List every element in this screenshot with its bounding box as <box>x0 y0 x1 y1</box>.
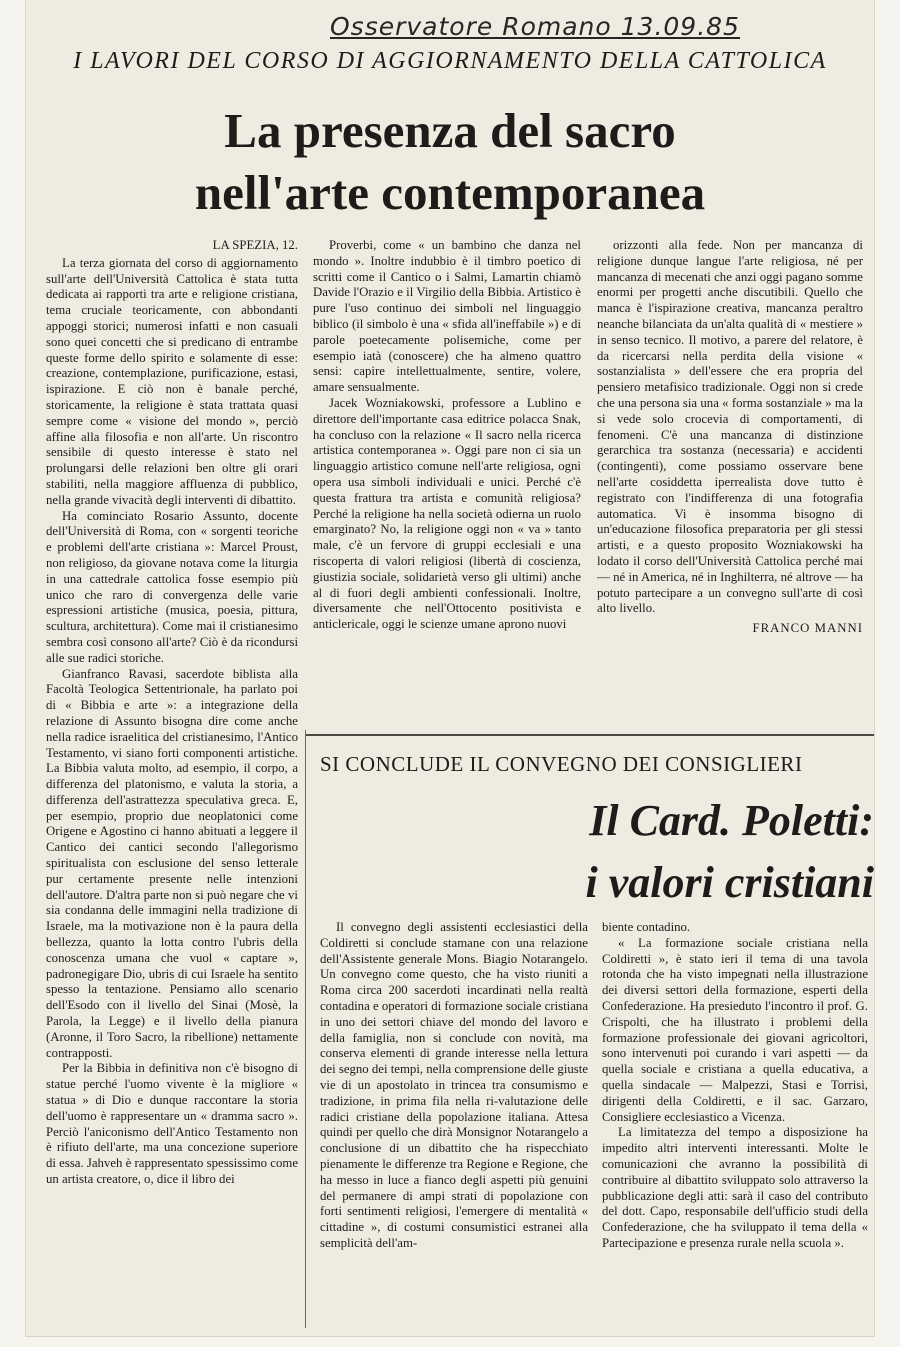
second-article-kicker: SI CONCLUDE IL CONVEGNO DEI CONSIGLIERI <box>320 752 803 776</box>
author-signature: FRANCO MANNI <box>752 621 863 636</box>
article-column-3 <box>597 238 863 728</box>
paragraph: Gianfranco Ravasi, sacerdote biblista alla Facoltà Teologica Settentrionale, ha parlato poi di « Bibbia e arte »: a integrazione della relazione di Assunto bisogna dire come anche nella radice israelitica del cristianesimo, l'Antico Testamento, vi siano forti componenti artistiche. La Bibbia valuta molto, ad esempio, il corpo, a differenza del platonismo, e valuta la storia, a differenza dell'astrattezza speculativa greca. E, per esempio, proprio due neoplatonici come Origene e Agostino ci hanno abituati a leggere il Cantico dei cantici secondo l'allegorismo spiritualista con esclusione del senso letterale pur certamente presente nelle intenzioni dell'autore. D'altra parte non si può negare che vi sia condanna delle immagini nella tradizione di Israele, ma la motivazione non è la paura della bellezza, quanto la lotta contro l'ubris della conoscenza umana che vuol « captare », padronegigare Dio, ubris di cui Israele ha sentito spesso la tentazione. Pensiamo allo scenario dell'Esodo con il livello del Sinai (Mosè, la Parola, la Legge) e il livello della pianura (Aronne, il Toro Sacro, la ribellione) nettamente contrapposti. <box>46 666 298 1060</box>
second-article-headline <box>320 790 874 914</box>
second-headline-line-2: i valori cristiani <box>585 858 874 907</box>
headline-line-1: La presenza del sacro <box>224 103 676 158</box>
article-kicker: I LAVORI DEL CORSO DI AGGIORNAMENTO DELLA CATTOLICA <box>73 48 827 74</box>
paragraph: La limitatezza del tempo a disposizione ha impedito altri interventi interessanti. Molte le comunicazioni che avranno la possibilità di contribuire al dibattito sviluppato solo attraverso la pubblicazione degli atti: sarà il caso del contributo del dott. Capo, responsabile dell'ufficio studi della Confederazione, che ha sviluppato il tema della « Partecipazione e presenza rurale nella scuola ». <box>602 1125 868 1250</box>
paragraph: La terza giornata del corso di aggiornamento sull'arte dell'Università Cattolica è stata tutta dedicata ai rapporti tra arte e religione cristiana, tema cruciale teoricamente, con abbondanti appoggi storici; numerosi infatti e non casuali sono quei concetti che si predicano di entrambe queste forme dello spirito e solamente di esse: creazione, contemplazione, purificazione, estasi, ispirazione. E ciò non è banale perché, storicamente, la religione è stata trattata quasi sempre come « visione del mondo », perciò affine alla filosofia e non all'arte. Un riscontro sensibile di questo interesse è stato nel prolungarsi delle relazioni ben oltre gli orari stabiliti, nella maggiore affluenza di pubblico, nella grande vivacità degli interventi di dibattito. <box>46 255 298 507</box>
paragraph: Jacek Wozniakowski, professore a Lublino e direttore dell'importante casa editrice polacca Snak, ha concluso con la relazione « Il sacro nella ricerca artistica contemporanea ». Oggi pare non ci sia un linguaggio artistico comune nell'arte religiosa, ogni opera usa simboli individuali e unici. Perché c'è questa frattura tra artista e comunità religiosa? Perché la religione ha nella società odierna un ruolo emarginato? No, la religione oggi non « va » tanto male, c'è un fervore di gruppi ecclesiali e una riscoperta di valori religiosi (libertà di coscienza, giustizia sociale, solidarietà verso gli ultimi) anche al di fuori degli ambienti confessionali. Inoltre, diversamente che nell'Ottocento positivista e anticlericale, oggi le scienze umane aprono nuovi <box>313 395 581 632</box>
paragraph: Per la Bibbia in definitiva non c'è bisogno di statue perché l'uomo vivente è la migliore « statua » di Dio e dunque raccontare la storia dell'uomo è rappresentare un « dramma sacro ». Perciò l'aniconismo dell'Antico Testamento non è rifiuto dell'arte, ma una concezione superiore di essa. Jahveh è rappresentato spessissimo come un artista creatore, o, dice il libro dei <box>46 1061 298 1187</box>
second-article-column-2 <box>602 920 868 1330</box>
article-column-2 <box>313 238 581 728</box>
second-article-column-1 <box>320 920 588 1330</box>
paragraph: Il convegno degli assistenti ecclesiastici della Coldiretti si conclude stamane con una relazione dell'Assistente generale Mons. Biagio Notarangelo. Un convegno come questo, che ha visto riuniti a Roma circa 200 sacerdoti incardinati nella realtà contadina e operatori di formazione sociale cristiana in uno dei settori chiave del mondo del lavoro e della famiglia, non si conclude con novità, ma conserva elementi di grande interesse nella lettura dei segno dei tempi, nella comprensione delle giuste vie di un apostolato in trincea tra consumismo e tradizione, in prima fila nella ri-valutazione delle radici cristiane della popolazione italiana. Attesa quindi per quello che dirà Monsignor Notarangelo a conclusione di un dibattito che ha rispecchiato pienamente le differenze tra Regione e Regione, che ha messo in luce a fianco degli aspetti più genuini del permanere di ampi strati di popolazione con forti sentimenti religiosi, l'emergere di mentalità « cittadine », di costumi consumistici estranei alla semplicità dell'am- <box>320 920 588 1250</box>
second-headline-line-1: Il Card. Poletti: <box>589 796 874 845</box>
column-divider <box>305 730 306 1328</box>
headline-line-2: nell'arte contemporanea <box>194 165 706 220</box>
paragraph: « La formazione sociale cristiana nella Coldiretti », è stato ieri il tema di una tavola rotonda che ha visto impegnati nella illustrazione dei diversi settori della formazione, esperti della Confederazione. Ha presieduto l'incontro il prof. G. Crispolti, che ha illustrato i problemi della formazione professionale dei giovani agricoltori, sono intervenuti poi curando i vari aspetti — da quella sociale e cristiana a quella educativa, a quella sindacale — Malpezzi, Stasi e Torrisi, dirigenti della Coldiretti, e il sac. Garzaro, Consigliere ecclesiastico a Vicenza. <box>602 935 868 1124</box>
paragraph: Proverbi, come « un bambino che danza nel mondo ». Inoltre indubbio è il timbro poetico di scritti come il Cantico o i Salmi, Lamartin chiamò Davide l'Orazio e il Virgilio della Bibbia. Artistico è pure l'uso continuo dei simboli nel linguaggio biblico (il simbolo è una « sfida all'ineffabile ») e di parole poetecamente polisemiche, come per esempio iatà (conoscere) che ha almeno quattro sensi: capire intellettualmente, sentire, volere, amare sensualmente. <box>313 238 581 395</box>
dateline: LA SPEZIA, 12. <box>212 238 298 252</box>
article-headline <box>60 100 840 224</box>
paragraph: biente contadino. <box>602 920 691 934</box>
paragraph: Ha cominciato Rosario Assunto, docente dell'Università di Roma, con « sorgenti teoriche e problemi dell'arte cristiana »: Marcel Proust, non religioso, da giovane notava come la liturgia in una cattedrale cattolica fosse esempio più unico che raro di convergenza delle varie espressioni artistiche (musica, poesia, pittura, scultura, architettura). Come mai il cristianesimo sembra così consono all'arte? Ciò è da ricondursi alle sue radici storiche. <box>46 508 298 665</box>
article-column-1 <box>46 238 298 1328</box>
section-divider <box>306 734 874 736</box>
handwritten-source-note: Osservatore Romano 13.09.85 <box>330 12 740 41</box>
paragraph: orizzonti alla fede. Non per mancanza di religione dunque langue l'arte religiosa, né per mancanza di mecenati che anzi oggi pagano somme enormi per progetti anche discutibili. Quello che manca è l'ispirazione creativa, mancanza peraltro neanche bilanciata da un'alta qualità di « mestiere » in senso tecnico. Il motivo, a parere del relatore, è da ricercarsi nella perdita della visione « sostanzialista » dell'essere che era propria del pensiero metafisico tradizionale. Oggi non si crede che una persona sia una « forma sostanziale » ma la si vede solo crocevia di comportamenti, di fenomeni. C'è una mancanza di distinzione gerarchica tra sostanza (necessaria) e accidenti (contingenti), come possiamo osservare bene nell'arte cosiddetta iperrealista dove tutto è registrato con l'indifferenza di una fotografia automatica. Vi è insomma bisogno di un'educazione filosofica preparatoria per gli stessi artisti, e a questo proposito Wozniakowski ha lodato il corso dell'Università Cattolica perché mai — né in America, né in Inghilterra, né altrove — ha potuto partecipare a un convegno sull'arte di così alto livello. <box>597 238 863 616</box>
